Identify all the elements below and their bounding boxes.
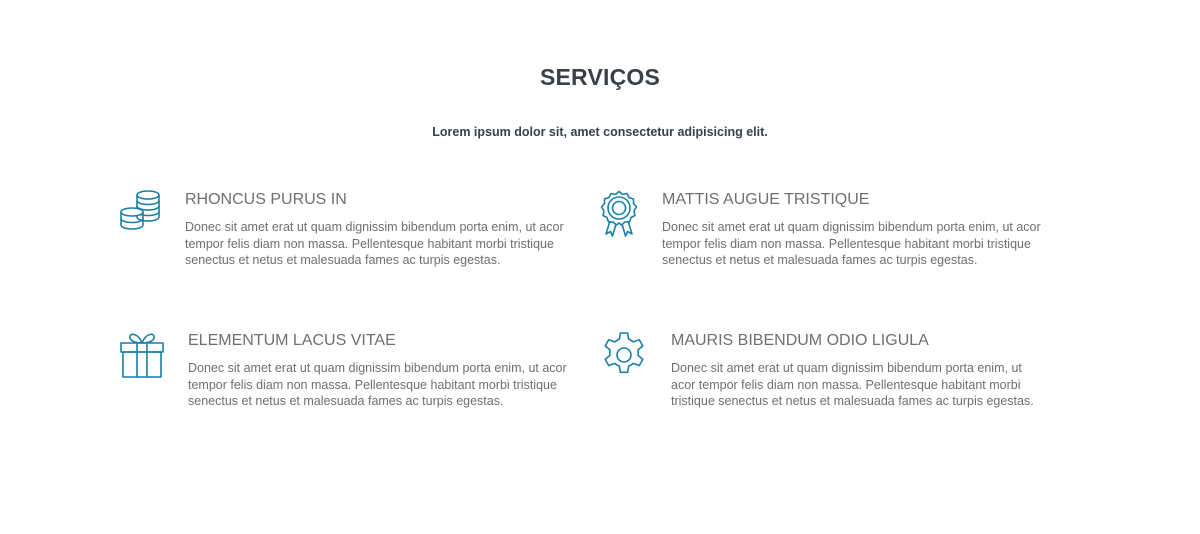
section-subtitle: Lorem ipsum dolor sit, amet consectetur adipisicing elit. (432, 125, 768, 139)
service-description: Donec sit amet erat ut quam dignissim bibendum porta enim, ut acor tempor felis diam non massa. Pellentesque habitant morbi tristique senectus et netus et malesuada fames ac turpis egestas. (662, 220, 1041, 267)
service-description: Donec sit amet erat ut quam dignissim bibendum porta enim, ut acor tempor felis diam non massa. Pellentesque habitant morbi tristique senectus et netus et malesuada fames ac turpis egestas. (188, 361, 567, 408)
service-description: Donec sit amet erat ut quam dignissim bibendum porta enim, ut acor tempor felis diam non massa. Pellentesque habitant morbi tristique senectus et netus et malesuada fames ac turpis egestas. (671, 361, 1034, 408)
award-badge-icon (600, 190, 638, 238)
service-title: MAURIS BIBENDUM ODIO LIGULA (671, 332, 929, 349)
coins-icon (119, 190, 163, 234)
service-title: RHONCUS PURUS IN (185, 191, 347, 208)
gift-icon (119, 331, 165, 379)
section-title: SERVIÇOS (539, 64, 661, 90)
service-description: Donec sit amet erat ut quam dignissim bibendum porta enim, ut acor tempor felis diam non massa. Pellentesque habitant morbi tristique senectus et netus et malesuada fames ac turpis egestas. (185, 220, 564, 267)
service-title: MATTIS AUGUE TRISTIQUE (662, 191, 870, 208)
gear-icon (600, 331, 648, 379)
service-title: ELEMENTUM LACUS VITAE (188, 332, 396, 349)
